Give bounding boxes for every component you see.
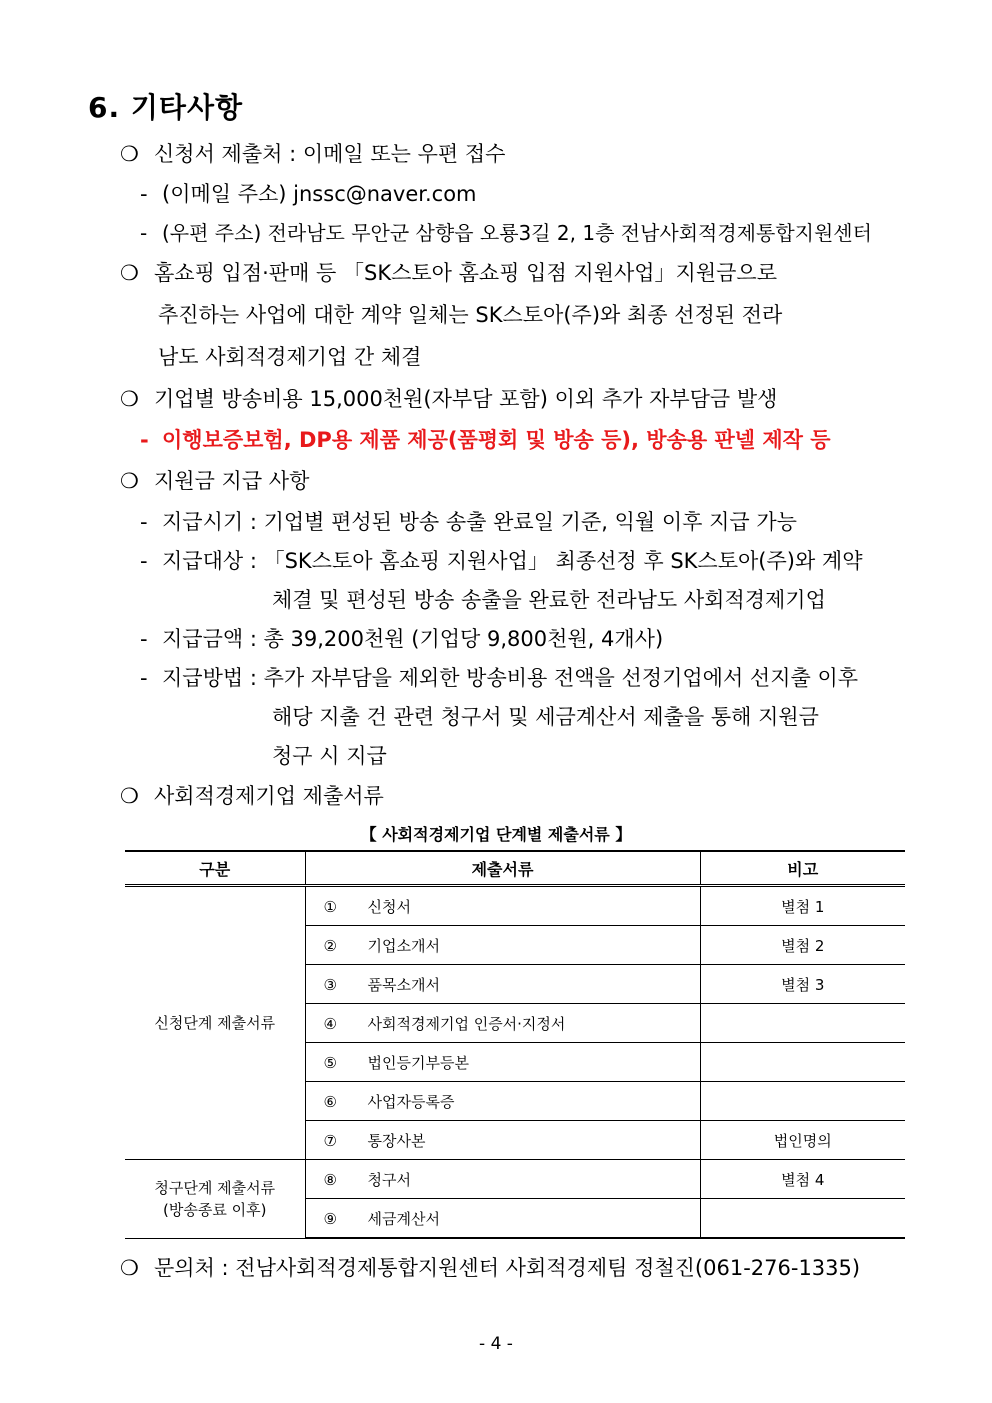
dash-marker: - [140, 549, 148, 573]
document-cell: ⑦ 통장사본 [305, 1121, 700, 1160]
dash-marker: - [140, 510, 148, 534]
note-cell: 별첨 2 [700, 926, 905, 965]
dash-marker: - [140, 182, 148, 206]
submission-post: - (우편 주소) 전라남도 무안군 삼향읍 오룡3길 2, 1층 전남사회적경제통합지원센터 [140, 218, 872, 248]
note-cell: 별첨 3 [700, 965, 905, 1004]
payment-target-1: - 지급대상 : 「SK스토아 홈쇼핑 지원사업」 최종선정 후 SK스토아(주)와 계약 [140, 546, 863, 576]
payment-method-1: - 지급방법 : 추가 자부담을 제외한 방송비용 전액을 선정기업에서 선지출 이후 [140, 663, 858, 693]
stage-application: 신청단계 제출서류 [125, 886, 305, 1160]
payment-method-3: 청구 시 지급 [272, 744, 387, 768]
table-header-row [125, 851, 905, 886]
submission-title: ❍ 신청서 제출처 : 이메일 또는 우편 접수 [120, 139, 505, 169]
header-documents: 제출서류 [305, 851, 700, 886]
note-cell [700, 1082, 905, 1121]
stage-claim: 청구단계 제출서류 (방송종료 이후) [125, 1160, 305, 1239]
note-cell [700, 1004, 905, 1043]
contract-line-1: ❍ 홈쇼핑 입점·판매 등 「SK스토아 홈쇼핑 입점 지원사업」지원금으로 [120, 258, 777, 288]
payment-method-2: 해당 지출 건 관련 청구서 및 세금계산서 제출을 통해 지원금 [272, 705, 819, 729]
bullet-icon: ❍ [120, 1256, 139, 1280]
payment-amount: - 지급금액 : 총 39,200천원 (기업당 9,800천원, 4개사) [140, 624, 663, 654]
bullet-icon: ❍ [120, 784, 139, 808]
document-cell: ⑤ 법인등기부등본 [305, 1043, 700, 1082]
cost-line: ❍ 기업별 방송비용 15,000천원(자부담 포함) 이외 추가 자부담금 발생 [120, 384, 777, 414]
dash-marker: - [140, 627, 148, 651]
bullet-icon: ❍ [120, 469, 139, 493]
table-row [125, 886, 905, 926]
note-cell: 법인명의 [700, 1121, 905, 1160]
dash-marker: - [140, 221, 148, 245]
payment-title: ❍ 지원금 지급 사항 [120, 466, 309, 496]
document-cell: ③ 품목소개서 [305, 965, 700, 1004]
contact-line: ❍ 문의처 : 전남사회적경제통합지원센터 사회적경제팀 정철진(061-276-1335) [120, 1253, 860, 1283]
header-category: 구분 [125, 851, 305, 886]
dash-marker: - [140, 666, 148, 690]
document-cell: ① 신청서 [305, 886, 700, 926]
contract-line-3: 남도 사회적경제기업 간 체결 [158, 345, 422, 369]
payment-target-2: 체결 및 편성된 방송 송출을 완료한 전라남도 사회적경제기업 [272, 588, 826, 612]
documents-title: ❍ 사회적경제기업 제출서류 [120, 781, 384, 811]
note-cell [700, 1199, 905, 1239]
document-cell: ⑥ 사업자등록증 [305, 1082, 700, 1121]
table-row [125, 1160, 905, 1199]
document-cell: ⑨ 세금계산서 [305, 1199, 700, 1239]
submission-email: - (이메일 주소) jnssc@naver.com [140, 179, 477, 209]
document-cell: ④ 사회적경제기업 인증서·지정서 [305, 1004, 700, 1043]
header-note: 비고 [700, 851, 905, 886]
note-cell: 별첨 1 [700, 886, 905, 926]
page-number: - 4 - [479, 1334, 513, 1354]
document-cell: ② 기업소개서 [305, 926, 700, 965]
table-caption: 【 사회적경제기업 단계별 제출서류 】 [360, 825, 632, 844]
contract-line-2: 추진하는 사업에 대한 계약 일체는 SK스토아(주)와 최종 선정된 전라 [158, 303, 783, 327]
bullet-icon: ❍ [120, 261, 139, 285]
dash-marker: - [140, 428, 149, 452]
bullet-icon: ❍ [120, 142, 139, 166]
document-cell: ⑧ 청구서 [305, 1160, 700, 1199]
section-heading: 6. 기타사항 [88, 91, 244, 124]
note-cell: 별첨 4 [700, 1160, 905, 1199]
note-cell [700, 1043, 905, 1082]
bullet-icon: ❍ [120, 387, 139, 411]
cost-extra-red: - 이행보증보험, DP용 제품 제공(품평회 및 방송 등), 방송용 판넬 제작 등 [140, 425, 831, 455]
documents-table [125, 850, 905, 1239]
payment-timing: - 지급시기 : 기업별 편성된 방송 송출 완료일 기준, 익월 이후 지급 가능 [140, 507, 797, 537]
